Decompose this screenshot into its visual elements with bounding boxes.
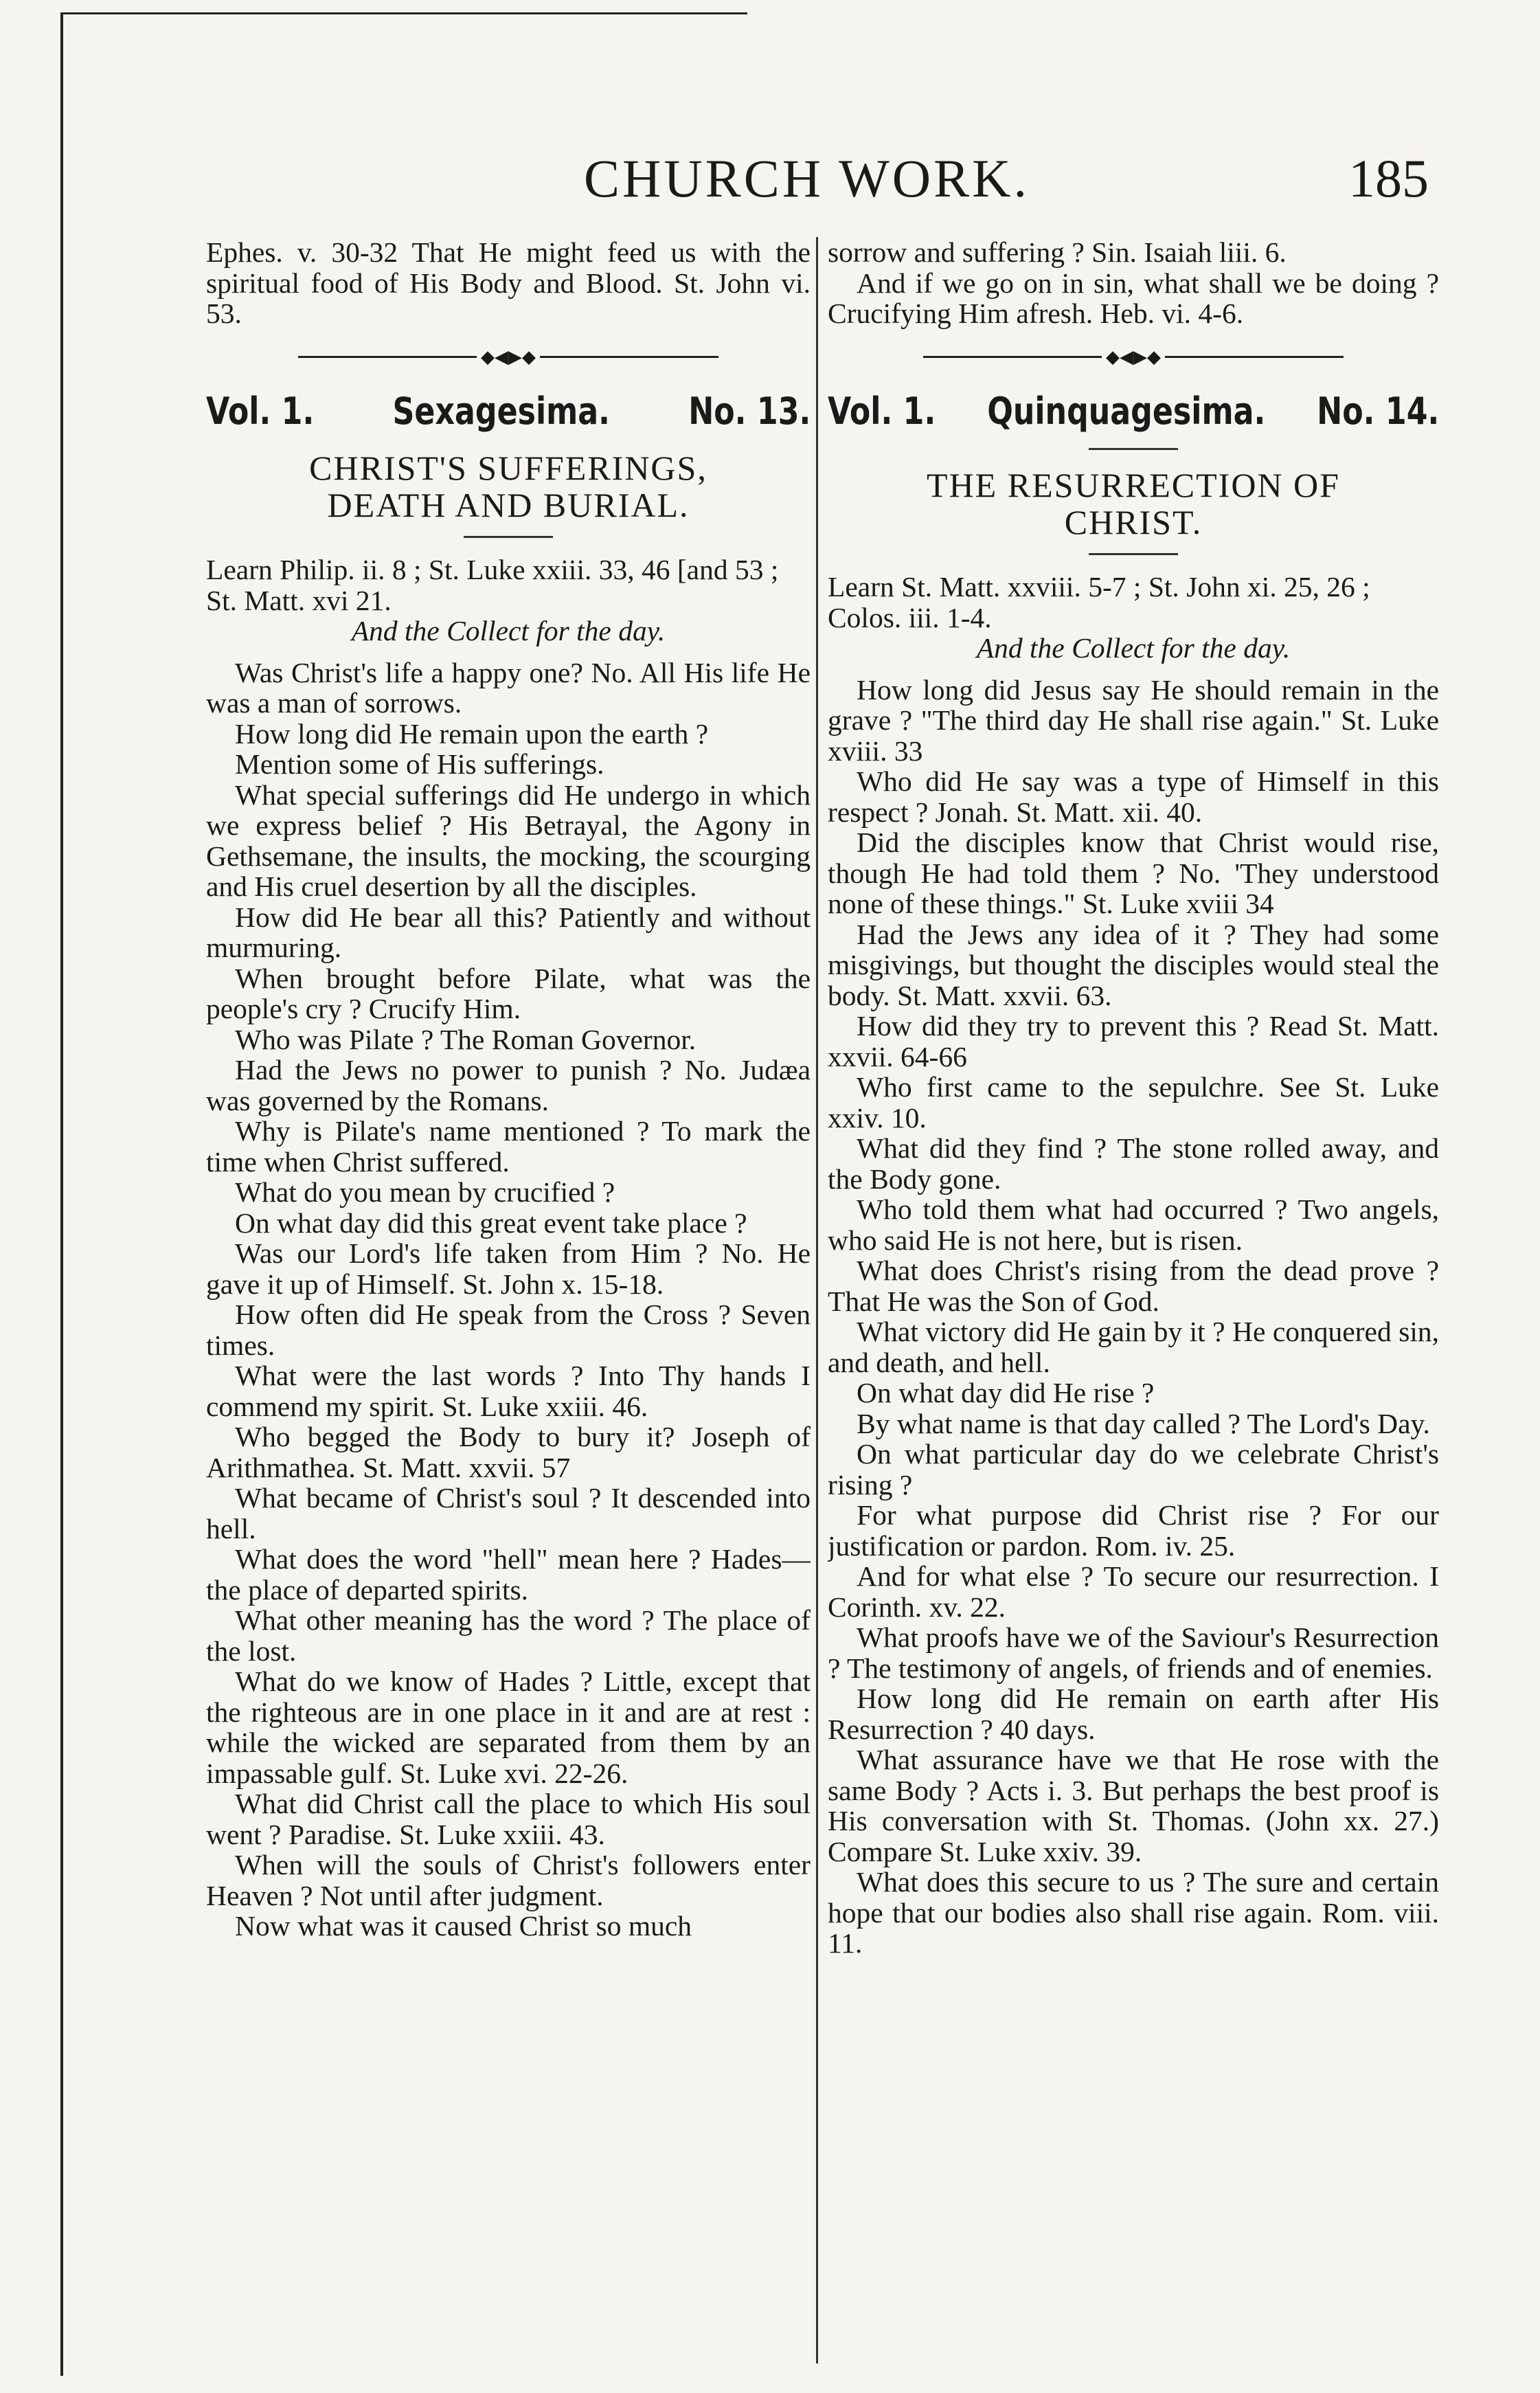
learn-text: Learn St. Matt. xxviii. 5-7 ; St. John xi. 25, 26 ; Colos. iii. 1-4.: [828, 571, 1370, 633]
right-column: [828, 237, 1439, 2374]
running-title: CHURCH WORK.: [584, 148, 1030, 208]
ornament-icon: ◆◀▶◆: [1106, 346, 1161, 367]
paragraph: How long did He remain on earth after His Resurrection ? 40 days.: [828, 1683, 1439, 1745]
paragraph: What assurance have we that He rose with the same Body ? Acts i. 3. But perhaps the best proof is His conversation with St. Thomas. (John xx. 27.) Compare St. Luke xxiv. 39.: [828, 1744, 1439, 1867]
paragraph: What did Christ call the place to which His soul went ? Paradise. St. Luke xxiii. 43.: [206, 1788, 811, 1850]
paragraph: What does the word "hell" mean here ? Hades—the place of departed spirits.: [206, 1543, 811, 1606]
paragraph: Did the disciples know that Christ would rise, though He had told them ? No. 'They understood none of these things." St. Luke xviii 34: [828, 827, 1439, 920]
short-rule: [464, 536, 553, 538]
paragraph: On what day did He rise ?: [857, 1377, 1155, 1409]
paragraph: Now what was it caused Christ so much: [235, 1910, 692, 1942]
right-learn: [828, 572, 1439, 664]
right-lesson-title: THE RESURRECTION OF CHRIST.: [927, 466, 1340, 542]
paragraph: How did they try to prevent this ? Read St. Matt. xxvii. 64-66: [828, 1010, 1439, 1072]
paragraph: What were the last words ? Into Thy hands I commend my spirit. St. Luke xxiii. 46.: [206, 1360, 811, 1422]
short-rule: [1089, 553, 1178, 555]
lesson-number: No. 14.: [1317, 390, 1439, 434]
paragraph: By what name is that day called ? The Lord's Day.: [857, 1407, 1430, 1439]
paragraph: On what day did this great event take place ?: [235, 1206, 747, 1239]
right-intro-line: And if we go on in sin, what shall we be doing ? Crucifying Him afresh. Heb. vi. 4-6.: [828, 267, 1439, 329]
right-intro: [828, 237, 1439, 329]
collect-text: And the Collect for the day.: [976, 632, 1291, 664]
paragraph: What became of Christ's soul ? It descended into hell.: [206, 1482, 811, 1544]
ornament-divider: [828, 341, 1439, 373]
page-binding-edge: [60, 12, 63, 2376]
left-column: [206, 237, 811, 2374]
paragraph: Had the Jews any idea of it ? They had some misgivings, but thought the disciples would steal the body. St. Matt. xxvii. 63.: [828, 918, 1439, 1011]
right-vol-row: [828, 387, 1439, 436]
paragraph: And for what else ? To secure our resurrection. I Corinth. xv. 22.: [828, 1560, 1439, 1623]
paragraph: Was our Lord's life taken from Him ? No. He gave it up of Himself. St. John x. 15-18.: [206, 1237, 811, 1300]
paragraph: What special sufferings did He undergo in which we express belief ? His Betrayal, the Agony in Gethsemane, the insults, the mocking, the scourging and His cruel desertion by all the disciples.: [206, 778, 811, 903]
paragraph: Who was Pilate ? The Roman Governor.: [235, 1023, 697, 1055]
paragraph: Who begged the Body to bury it? Joseph of Arithmathea. St. Matt. xxvii. 57: [206, 1421, 811, 1483]
paragraph: On what particular day do we celebrate Christ's rising ?: [828, 1438, 1439, 1501]
page-header: [481, 148, 1429, 223]
collect-text: And the Collect for the day.: [351, 615, 666, 647]
paragraph: What do you mean by crucified ?: [235, 1176, 615, 1209]
paragraph: What did they find ? The stone rolled away, and the Body gone.: [828, 1132, 1439, 1195]
paragraph: What does this secure to us ? The sure and certain hope that our bodies also shall rise again. Rom. viii. 11.: [828, 1866, 1439, 1959]
left-intro: [206, 237, 811, 329]
paragraph: What proofs have we of the Saviour's Resurrection ? The testimony of angels, of friends and of enemies.: [828, 1621, 1439, 1684]
paragraph: Was Christ's life a happy one? No. All His life He was a man of sorrows.: [206, 656, 811, 719]
paragraph: What does Christ's rising from the dead prove ? That He was the Son of God.: [828, 1255, 1439, 1317]
lesson-number: No. 13.: [688, 390, 811, 434]
ornament-divider: [206, 341, 811, 373]
left-lesson-title: CHRIST'S SUFFERINGS, DEATH AND BURIAL.: [309, 449, 707, 525]
right-paragraphs: [828, 675, 1439, 1959]
paragraph: What do we know of Hades ? Little, except that the righteous are in one place in it and are at rest : while the wicked are separated from them by an impassable gulf. St. Luke xvi. 22-26.: [206, 1665, 811, 1789]
paragraph: Why is Pilate's name mentioned ? To mark the time when Christ suffered.: [206, 1115, 811, 1178]
paragraph: Who told them what had occurred ? Two angels, who said He is not here, but is risen.: [828, 1193, 1439, 1256]
paragraph: For what purpose did Christ rise ? For our justification or pardon. Rom. iv. 25.: [828, 1499, 1439, 1562]
paragraph: Mention some of His sufferings.: [235, 748, 604, 780]
learn-text: Learn Philip. ii. 8 ; St. Luke xxiii. 33, 46 [and 53 ; St. Matt. xvi 21.: [206, 554, 779, 616]
paragraph: When brought before Pilate, what was the people's cry ? Crucify Him.: [206, 962, 811, 1025]
paragraph: Had the Jews no power to punish ? No. Judæa was governed by the Romans.: [206, 1054, 811, 1116]
sunday-label: Sexagesima.: [392, 390, 610, 434]
paragraph: How did He bear all this? Patiently and without murmuring.: [206, 901, 811, 964]
right-intro-line: sorrow and suffering ? Sin. Isaiah liii. 6.: [828, 237, 1287, 268]
page-number: 185: [1348, 148, 1429, 208]
page-top-rule: [60, 12, 747, 14]
paragraph: How long did Jesus say He should remain in the grave ? "The third day He shall rise again." St. Luke xviii. 33: [828, 673, 1439, 767]
paragraph: When will the souls of Christ's followers enter Heaven ? Not until after judgment.: [206, 1849, 811, 1911]
left-paragraphs: [206, 658, 811, 1942]
paragraph: What other meaning has the word ? The place of the lost.: [206, 1604, 811, 1667]
paragraph: How often did He speak from the Cross ? Seven times.: [206, 1299, 811, 1361]
paragraph: What victory did He gain by it ? He conquered sin, and death, and hell.: [828, 1316, 1439, 1378]
left-vol-row: [206, 387, 811, 436]
paragraph: How long did He remain upon the earth ?: [235, 717, 709, 750]
sunday-label: Quinquagesima.: [987, 390, 1266, 434]
left-learn: [206, 554, 811, 647]
vol-label: Vol. 1.: [828, 390, 936, 434]
ornament-icon: ◆◀▶◆: [481, 346, 536, 367]
column-divider: [816, 237, 818, 2363]
short-rule: [1089, 448, 1178, 450]
left-intro-line: Ephes. v. 30-32 That He might feed us with the spiritual food of His Body and Blood. St. John vi. 53.: [206, 237, 811, 329]
vol-label: Vol. 1.: [206, 390, 315, 434]
paragraph: Who did He say was a type of Himself in this respect ? Jonah. St. Matt. xii. 40.: [828, 765, 1439, 828]
paragraph: Who first came to the sepulchre. See St. Luke xxiv. 10.: [828, 1071, 1439, 1134]
